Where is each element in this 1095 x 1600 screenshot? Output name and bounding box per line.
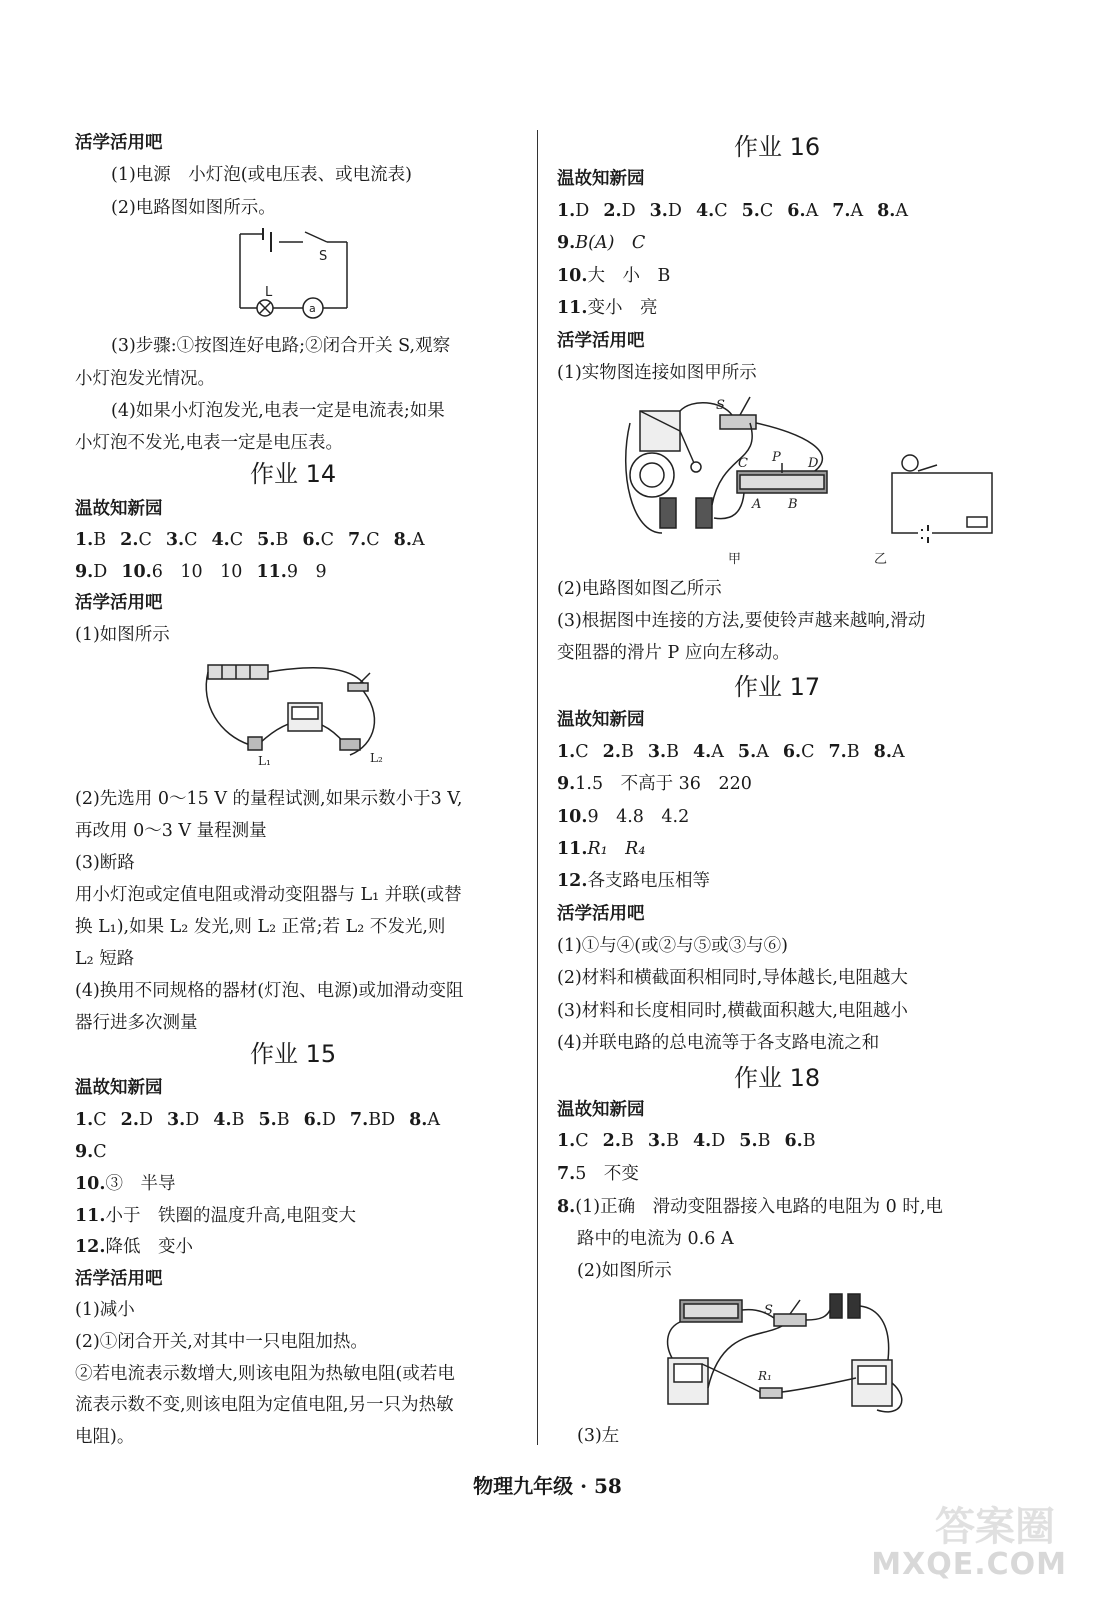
answer-line	[557, 265, 670, 287]
answer-line	[557, 1196, 943, 1218]
answer-value: BD	[368, 1110, 396, 1130]
answer-item	[557, 741, 589, 763]
answer-number: 9.	[557, 774, 576, 794]
answer-value: 变小 亮	[587, 298, 658, 318]
answer-item	[166, 529, 198, 551]
answer-number: 12.	[557, 871, 588, 891]
section-title: 活学活用吧	[75, 593, 163, 613]
answer-item	[302, 529, 334, 551]
text-line: ②若电流表示数增大,则该电阻为热敏电阻(或若电	[75, 1364, 455, 1384]
section-title: 活学活用吧	[75, 133, 163, 153]
section-title: 活学活用吧	[557, 904, 645, 924]
switch-label: S	[764, 1303, 773, 1318]
text-line: 再改用 0～3 V 量程测量	[75, 821, 267, 841]
answer-number: 12.	[75, 1237, 106, 1257]
answer-value: A	[411, 530, 425, 550]
answer-number: 5.	[737, 742, 757, 762]
section-title: 温故知新园	[557, 710, 645, 730]
answer-item	[121, 1109, 153, 1131]
answer-item	[75, 561, 107, 583]
text-line: 用小灯泡或定值电阻或滑动变阻器与 L₁ 并联(或替	[75, 885, 462, 905]
text-line: (1)如图所示	[75, 625, 170, 645]
answer-number: 5.	[739, 1131, 758, 1151]
answer-number: 7.	[828, 742, 847, 762]
answer-value: ③ 半导	[105, 1174, 176, 1194]
assignment-heading: 作业 16	[734, 133, 821, 161]
answer-item	[648, 1130, 679, 1152]
answer-item	[832, 200, 863, 222]
answer-value: 9 9	[286, 562, 327, 582]
answer-number: 10.	[557, 807, 588, 827]
answer-number: 11.	[256, 562, 287, 582]
answer-number: 6.	[784, 1131, 803, 1151]
answer-item	[742, 200, 774, 222]
answer-value: R₁ R₄	[587, 839, 646, 859]
answer-item	[650, 200, 682, 222]
column-divider	[537, 130, 538, 1445]
answer-number: 11.	[557, 298, 588, 318]
answer-line	[557, 297, 657, 319]
answer-number: 6.	[782, 742, 802, 762]
text-line: L₂ 短路	[75, 949, 135, 969]
answer-item	[603, 1130, 634, 1152]
text-line: (4)换用不同规格的器材(灯泡、电源)或加滑动变阻	[75, 981, 464, 1001]
answer-number: 5.	[741, 201, 760, 221]
answer-value: C	[93, 1142, 107, 1162]
answer-number: 3.	[647, 742, 667, 762]
answer-value: B	[666, 742, 679, 762]
answer-value: C	[320, 530, 334, 550]
text-line: (1)实物图连接如图甲所示	[557, 363, 757, 383]
answer-value: B	[666, 1131, 679, 1151]
answer-value: C	[229, 530, 244, 550]
text-line: 电阻)。	[75, 1427, 135, 1447]
answer-number: 7.	[832, 201, 851, 221]
answer-value: C	[714, 201, 728, 221]
answer-item	[256, 561, 326, 583]
answer-item	[787, 200, 818, 222]
answer-value: A	[850, 201, 864, 221]
answer-item	[693, 1130, 725, 1152]
answer-line	[557, 838, 645, 860]
answer-number: 8.	[409, 1110, 428, 1130]
answer-number: 9.	[557, 233, 576, 253]
answer-value: B	[802, 1131, 816, 1151]
answer-value: 9 4.8 4.2	[587, 807, 690, 827]
answer-number: 8.	[877, 201, 896, 221]
answer-value: 5 不变	[575, 1164, 639, 1184]
answer-number: 4.	[695, 201, 715, 221]
answer-number: 1.	[557, 201, 576, 221]
text-line: (1)减小	[75, 1300, 135, 1320]
answer-item	[783, 741, 815, 763]
answer-value: B	[276, 1110, 290, 1130]
resistor-label: R₁	[758, 1369, 772, 1383]
answer-value: D	[93, 562, 108, 582]
answer-number: 1.	[557, 1131, 576, 1151]
circuit-diagram-4	[662, 1288, 912, 1418]
answer-number: 2.	[603, 201, 622, 221]
text-line: (2)电路图如图乙所示	[557, 579, 722, 599]
answer-number: 4.	[692, 742, 712, 762]
answer-number: 4.	[692, 1131, 712, 1151]
answer-number: 6.	[787, 201, 806, 221]
answer-number: 7.	[557, 1164, 576, 1184]
circuit-diagram-3	[622, 393, 1012, 571]
answer-number: 3.	[647, 1131, 667, 1151]
answer-value: B(A) C	[575, 233, 646, 253]
answer-number: 10.	[75, 1174, 106, 1194]
answer-number: 3.	[165, 530, 185, 550]
answer-item	[212, 529, 244, 551]
text-line: 器行进多次测量	[75, 1013, 198, 1033]
circuit-diagram-1	[235, 228, 355, 328]
answer-item	[874, 741, 905, 763]
text-line: (3)根据图中连接的方法,要使铃声越来越响,滑动	[557, 611, 926, 631]
answer-item	[257, 529, 288, 551]
answer-value: A	[427, 1110, 441, 1130]
answer-item	[557, 1130, 589, 1152]
answer-item	[739, 1130, 770, 1152]
answer-item	[120, 529, 152, 551]
answer-line	[75, 1205, 356, 1227]
answer-row	[75, 561, 341, 583]
terminal-b-label: B	[788, 497, 798, 512]
section-title: 温故知新园	[75, 1078, 163, 1098]
answer-value: A	[711, 742, 724, 762]
watermark: MXQE.COM	[871, 1547, 1067, 1582]
answer-value: B	[93, 530, 107, 550]
answer-line	[557, 232, 645, 254]
lamp-label: L	[265, 285, 273, 300]
answer-item	[877, 200, 908, 222]
figure-jia-label: 甲	[728, 552, 742, 567]
answer-number: 2.	[120, 530, 139, 550]
answer-value: 1.5 不高于 36 220	[575, 774, 752, 794]
answer-item	[603, 200, 635, 222]
text-line: (3)断路	[75, 853, 135, 873]
assignment-heading: 作业 14	[250, 460, 337, 488]
answer-value: 6 10 10	[151, 562, 243, 582]
answer-value: 小于 铁圈的温度升高,电阻变大	[105, 1206, 357, 1226]
answer-number: 3.	[649, 201, 668, 221]
answer-number: 4.	[213, 1110, 232, 1130]
answer-item	[75, 529, 106, 551]
answer-number: 11.	[75, 1206, 106, 1226]
answer-item	[829, 741, 860, 763]
terminal-d-label: D	[808, 456, 819, 471]
text-line: (2)如图所示	[577, 1261, 672, 1281]
answer-item	[121, 561, 242, 583]
answer-item	[304, 1109, 336, 1131]
answer-value: C	[138, 530, 152, 550]
answer-item	[648, 741, 679, 763]
answer-value: A	[895, 201, 909, 221]
answer-item	[784, 1130, 815, 1152]
assignment-heading: 作业 18	[734, 1064, 821, 1092]
text-line: (3)材料和长度相同时,横截面积越大,电阻越小	[557, 1001, 908, 1021]
text-line: (3)步骤:①按图连好电路;②闭合开关 S,观察	[111, 336, 451, 356]
answer-number: 2.	[602, 1131, 621, 1151]
text-line: 换 L₁),如果 L₂ 发光,则 L₂ 正常;若 L₂ 不发光,则	[75, 917, 446, 937]
answer-row	[75, 1109, 454, 1131]
circuit-diagram-2	[200, 655, 390, 770]
answer-value: B	[620, 742, 634, 762]
answer-value: C	[575, 1131, 589, 1151]
answer-item	[258, 1109, 289, 1131]
text-line: (2)材料和横截面积相同时,导体越长,电阻越大	[557, 968, 908, 988]
answer-value: A	[891, 742, 905, 762]
answer-row	[75, 529, 439, 551]
answer-number: 9.	[75, 562, 94, 582]
watermark-logo: 答案圈	[935, 1504, 1055, 1550]
text-line: (2)①闭合开关,对其中一只电阻加热。	[75, 1332, 368, 1352]
text-line: (3)左	[577, 1426, 620, 1446]
text-line: (2)电路图如图所示。	[111, 198, 276, 218]
lamp-l1-label: L₁	[258, 754, 271, 768]
answer-value: 各支路电压相等	[587, 871, 710, 891]
answer-number: 7.	[349, 1110, 369, 1130]
answer-value: C	[184, 530, 198, 550]
answer-row	[557, 200, 922, 222]
answer-value: B	[757, 1131, 771, 1151]
answer-value: 大 小 B	[587, 266, 671, 286]
answer-row	[557, 741, 919, 763]
text-line: (2)先选用 0～15 V 的量程试测,如果示数小于3 V,	[75, 789, 463, 809]
section-title: 温故知新园	[557, 1100, 645, 1120]
answer-value: D	[185, 1110, 200, 1130]
answer-item	[409, 1109, 440, 1131]
answer-value: (1)正确 滑动变阻器接入电路的电阻为 0 时,电	[575, 1197, 943, 1217]
answer-number: 8.	[557, 1197, 576, 1217]
answer-number: 1.	[557, 742, 576, 762]
answer-number: 5.	[257, 530, 276, 550]
text-line: 路中的电流为 0.6 A	[577, 1229, 734, 1249]
answer-number: 8.	[393, 530, 412, 550]
answer-line	[557, 1163, 639, 1185]
page-footer: 物理九年级 · 58	[473, 1474, 622, 1498]
answer-number: 9.	[75, 1142, 94, 1162]
meter-label: a	[309, 302, 316, 315]
text-line: 小灯泡发光情况。	[75, 369, 215, 389]
section-title: 活学活用吧	[75, 1269, 163, 1289]
answer-number: 10.	[557, 266, 588, 286]
answer-value: D	[321, 1110, 336, 1130]
switch-label: S	[716, 398, 725, 413]
answer-line	[557, 870, 710, 892]
answer-value: C	[366, 530, 380, 550]
answer-value: D	[711, 1131, 726, 1151]
answer-line	[75, 1173, 175, 1195]
answer-value: A	[756, 742, 769, 762]
answer-value: B	[620, 1131, 634, 1151]
answer-item	[348, 529, 380, 551]
slider-p-label: P	[772, 450, 781, 465]
answer-number: 5.	[258, 1110, 277, 1130]
answer-value: B	[231, 1110, 245, 1130]
section-title: 温故知新园	[557, 169, 645, 189]
answer-item	[394, 529, 425, 551]
answer-item	[75, 1109, 107, 1131]
answer-number: 3.	[166, 1110, 186, 1130]
answer-value: D	[575, 201, 590, 221]
lamp-l2-label: L₂	[370, 751, 383, 765]
answer-number: 10.	[121, 562, 152, 582]
answer-value: D	[667, 201, 682, 221]
text-line: 流表示数不变,则该电阻为定值电阻,另一只为热敏	[75, 1395, 454, 1415]
answer-item	[557, 200, 589, 222]
answer-value: 降低 变小	[105, 1237, 193, 1257]
text-line: 变阻器的滑片 P 应向左移动。	[557, 643, 790, 663]
answer-number: 1.	[75, 1110, 94, 1130]
answer-value: C	[575, 742, 589, 762]
answer-number: 6.	[303, 1110, 322, 1130]
answer-item	[350, 1109, 395, 1131]
answer-line	[557, 806, 689, 828]
terminal-a-label: A	[752, 497, 762, 512]
text-line: (1)电源 小灯泡(或电压表、或电流表)	[111, 165, 412, 185]
answer-row	[557, 1130, 830, 1152]
text-line: (1)①与④(或②与⑤或③与⑥)	[557, 936, 788, 956]
answer-number: 8.	[873, 742, 892, 762]
answer-line	[557, 773, 752, 795]
assignment-heading: 作业 15	[250, 1040, 337, 1068]
figure-yi-label: 乙	[874, 552, 888, 567]
section-title: 活学活用吧	[557, 331, 645, 351]
assignment-heading: 作业 17	[734, 673, 821, 701]
answer-value: B	[846, 742, 860, 762]
answer-item	[738, 741, 769, 763]
answer-number: 11.	[557, 839, 588, 859]
answer-item	[167, 1109, 199, 1131]
answer-item	[213, 1109, 244, 1131]
answer-number: 6.	[302, 530, 321, 550]
answer-number: 4.	[211, 530, 230, 550]
answer-value: C	[801, 742, 815, 762]
answer-item	[603, 741, 634, 763]
text-line: (4)如果小灯泡发光,电表一定是电流表;如果	[111, 401, 445, 421]
answer-value: B	[275, 530, 289, 550]
answer-value: C	[93, 1110, 107, 1130]
answer-value: D	[621, 201, 636, 221]
answer-line	[75, 1236, 193, 1258]
section-title: 温故知新园	[75, 499, 163, 519]
answer-item	[693, 741, 724, 763]
answer-value: D	[138, 1110, 153, 1130]
switch-label: S	[319, 249, 328, 264]
answer-number: 1.	[75, 530, 94, 550]
answer-value: C	[759, 201, 774, 221]
text-line: (4)并联电路的总电流等于各支路电流之和	[557, 1033, 880, 1053]
terminal-c-label: C	[738, 456, 748, 471]
answer-number: 2.	[602, 742, 621, 762]
answer-number: 7.	[348, 530, 367, 550]
answer-value: A	[805, 201, 819, 221]
answer-item	[696, 200, 728, 222]
answer-line	[75, 1141, 107, 1163]
answer-number: 2.	[120, 1110, 139, 1130]
text-line: 小灯泡不发光,电表一定是电压表。	[75, 433, 344, 453]
